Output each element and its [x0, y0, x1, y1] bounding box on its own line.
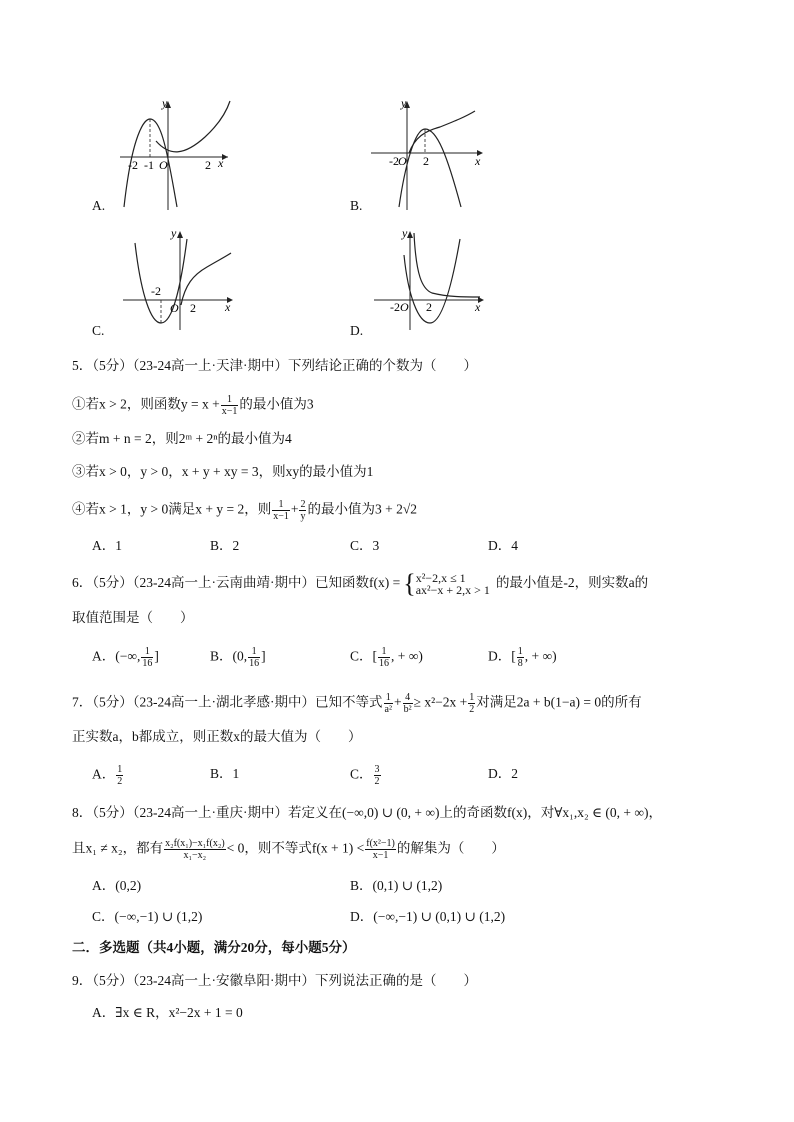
origin-label: O: [400, 300, 409, 314]
increasing-curve: [181, 253, 231, 305]
q5-option-a: A．1: [92, 538, 122, 553]
q8-option-c: C．(−∞,−1) ∪ (1,2): [92, 909, 203, 924]
q6-option-c: C．[ $\frac{1}{16}$ , + ∞): [350, 646, 423, 669]
q5-statement-1: ①若x > 2，则函数y = x + $\frac{1}{x-1}$ 的最小值为3: [72, 394, 314, 417]
q8-stem: 8．（5分）（23-24高一上·重庆·期中）若定义在(−∞,0) ∪ (0, + ∞)上的奇函数f(x)，对∀x₁,x₂ ∈ (0, + ∞)，: [72, 805, 663, 820]
q6-stem: 6．（5分）（23-24高一上·云南曲靖·期中）已知函数f(x) = { x²−2,x ≤ 1 ax²−x + 2,x > 1 的最小值是-2，则实数a的: [72, 568, 649, 598]
graph-d-label: D.: [350, 323, 364, 338]
graph-c: [115, 225, 245, 335]
q7-option-d: D．2: [488, 766, 518, 781]
q8-stem-line2: 且x₁ ≠ x₂，都有 $\frac{\text{x₂f(x₁)−x₁f(x₂)}}{\text{x₁−x₂}}$ < 0，则不等式f(x + 1) < $\frac{\text{f(x²−1)}}{x-1}$ 的解集为（ ）: [72, 838, 505, 861]
fraction: $\frac{1}{x-1}$: [221, 394, 238, 417]
tick-label: -2: [389, 154, 399, 168]
fraction: $\frac{1}{x-1}$: [273, 499, 289, 522]
q6-option-d: D．[ $\frac{1}{8}$ , + ∞): [488, 646, 557, 669]
x-label: x: [225, 300, 231, 314]
origin-label: O: [170, 301, 179, 315]
y-label: y: [162, 96, 168, 110]
graph-a: [110, 95, 240, 215]
graph-b: [365, 95, 495, 215]
y-axis-arrow: [177, 231, 183, 238]
tick-label: -2: [390, 300, 400, 314]
fraction: $\frac{2}{y}$: [300, 499, 306, 522]
graph-d: [368, 225, 498, 335]
q6-stem-line2: 取值范围是（ ）: [72, 610, 194, 625]
q5-statement-2: ②若m + n = 2，则2ᵐ + 2ⁿ的最小值为4: [72, 431, 292, 446]
origin-label: O: [159, 158, 168, 172]
tick-label: 2: [426, 300, 432, 314]
origin-label: O: [398, 154, 407, 168]
decreasing-curve: [414, 233, 480, 297]
q7-option-a: A． $\frac{1}{2}$: [92, 764, 123, 787]
graph-c-label: C.: [92, 323, 105, 338]
q9-option-a: A．∃x ∈ R，x²−2x + 1 = 0: [92, 1005, 243, 1020]
tick-label: -2: [151, 284, 161, 298]
parabola-curve: [399, 129, 461, 207]
x-label: x: [218, 156, 224, 170]
y-axis-arrow: [407, 231, 413, 238]
q7-option-b: B．1: [210, 766, 240, 781]
x-label: x: [475, 300, 481, 314]
q8-option-b: B．(0,1) ∪ (1,2): [350, 878, 443, 893]
tick-label: 2: [205, 158, 211, 172]
q7-stem: 7．（5分）（23-24高一上·湖北孝感·期中）已知不等式 $\frac{1}{\text{a²}}$ + $\frac{4}{\text{b²}}$ ≥ x²−2x + $\frac{1}{2}$ 对满足2a + b(1−a) = 0的所有: [72, 692, 642, 715]
q5-option-c: C．3: [350, 538, 380, 553]
tick-label: 2: [190, 301, 196, 315]
q6-option-a: A．(−∞, $\frac{1}{16}$ ]: [92, 646, 159, 669]
q7-stem-line2: 正实数a，b都成立，则正数x的最大值为（ ）: [72, 729, 362, 744]
x-label: x: [475, 154, 481, 168]
graph-b-label: B.: [350, 198, 363, 213]
q8-option-d: D．(−∞,−1) ∪ (0,1) ∪ (1,2): [350, 909, 506, 924]
q5-stem: 5．（5分）（23-24高一上·天津·期中）下列结论正确的个数为（ ）: [72, 358, 477, 373]
y-label: y: [402, 226, 408, 240]
parabola-curve: [404, 239, 460, 323]
y-label: y: [171, 226, 177, 240]
section-heading: 二．多选题（共4小题，满分20分，每小题5分）: [72, 940, 356, 955]
q5-statement-4: ④若x > 1，y > 0满足x + y = 2，则 $\frac{1}{x-1}$ + $\frac{2}{y}$ 的最小值为3 + 2√2: [72, 499, 418, 522]
tick-label: 2: [423, 154, 429, 168]
q5-option-d: D．4: [488, 538, 518, 553]
tick-label: -2: [128, 158, 138, 172]
q6-option-b: B．(0, $\frac{1}{16}$ ]: [210, 646, 266, 669]
q8-option-a: A．(0,2): [92, 878, 142, 893]
q5-statement-3: ③若x > 0，y > 0，x + y + xy = 3，则xy的最小值为1: [72, 464, 374, 479]
tick-label: -1: [144, 158, 154, 172]
q7-option-c: C． $\frac{3}{2}$: [350, 764, 380, 787]
piecewise-function: { x²−2,x ≤ 1 ax²−x + 2,x > 1: [403, 568, 490, 598]
y-label: y: [401, 96, 407, 110]
graph-a-label: A.: [92, 198, 106, 213]
q5-option-b: B．2: [210, 538, 240, 553]
q9-stem: 9．（5分）（23-24高一上·安徽阜阳·期中）下列说法正确的是（ ）: [72, 973, 477, 988]
